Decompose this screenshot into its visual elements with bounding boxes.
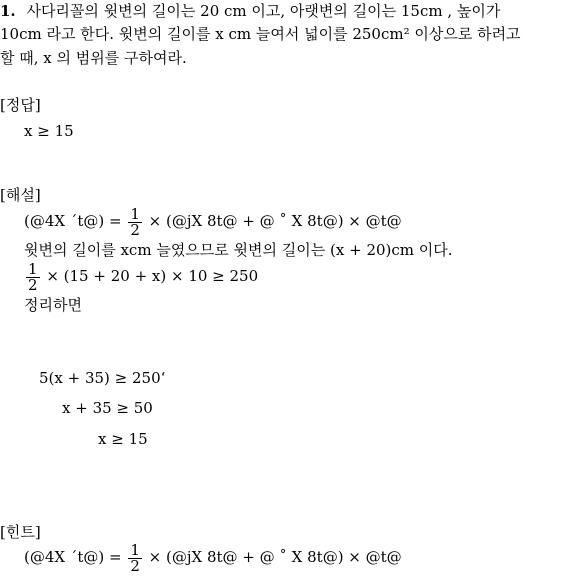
fraction-numerator: 1 bbox=[130, 540, 140, 559]
solution-line-3-expr: × (15 + 20 + x) × 10 ≥ 250 bbox=[46, 267, 259, 285]
solution-fraction-2 bbox=[26, 259, 40, 294]
fraction-denominator: 2 bbox=[130, 220, 140, 239]
problem-line-1 bbox=[0, 2, 500, 20]
fraction-denominator: 2 bbox=[130, 556, 140, 575]
solution-formula-left: (@4X ´t@) = bbox=[24, 212, 122, 230]
problem-number: 1. bbox=[0, 2, 16, 20]
solution-heading: [해설] bbox=[0, 186, 41, 204]
solution-step-2: x + 35 ≥ 50 bbox=[62, 399, 153, 417]
solution-formula bbox=[24, 205, 402, 238]
problem-line-3: 할 때, x 의 범위를 구하여라. bbox=[0, 49, 187, 67]
solution-step-3: x ≥ 15 bbox=[98, 430, 148, 448]
solution-formula-right: × (@jX 8t@ + @ ˚ X 8t@) × @t@ bbox=[148, 212, 402, 230]
hint-formula-left: (@4X ´t@) = bbox=[24, 548, 122, 566]
answer-heading: [정답] bbox=[0, 96, 41, 114]
solution-line-4: 정리하면 bbox=[24, 296, 82, 314]
solution-step-1: 5(x + 35) ≥ 250‘ bbox=[39, 369, 166, 387]
hint-formula bbox=[24, 541, 402, 574]
hint-formula-right: × (@jX 8t@ + @ ˚ X 8t@) × @t@ bbox=[148, 548, 402, 566]
hint-fraction bbox=[128, 540, 142, 575]
fraction-numerator: 1 bbox=[130, 204, 140, 223]
problem-line-2: 10cm 라고 한다. 윗변의 길이를 x cm 늘여서 넓이를 250cm² 이상으로 하려고 bbox=[0, 25, 521, 43]
fraction-denominator: 2 bbox=[28, 275, 38, 294]
answer-text: x ≥ 15 bbox=[24, 122, 74, 140]
solution-line-2: 윗변의 길이를 xcm 늘였으므로 윗변의 길이는 (x + 20)cm 이다. bbox=[24, 241, 453, 259]
hint-heading: [힌트] bbox=[0, 523, 41, 541]
fraction-numerator: 1 bbox=[28, 259, 38, 278]
solution-line-3 bbox=[24, 260, 258, 293]
problem-text-1: 사다리꼴의 윗변의 길이는 20 cm 이고, 아랫변의 길이는 15cm , 높이가 bbox=[26, 2, 501, 20]
solution-fraction bbox=[128, 204, 142, 239]
